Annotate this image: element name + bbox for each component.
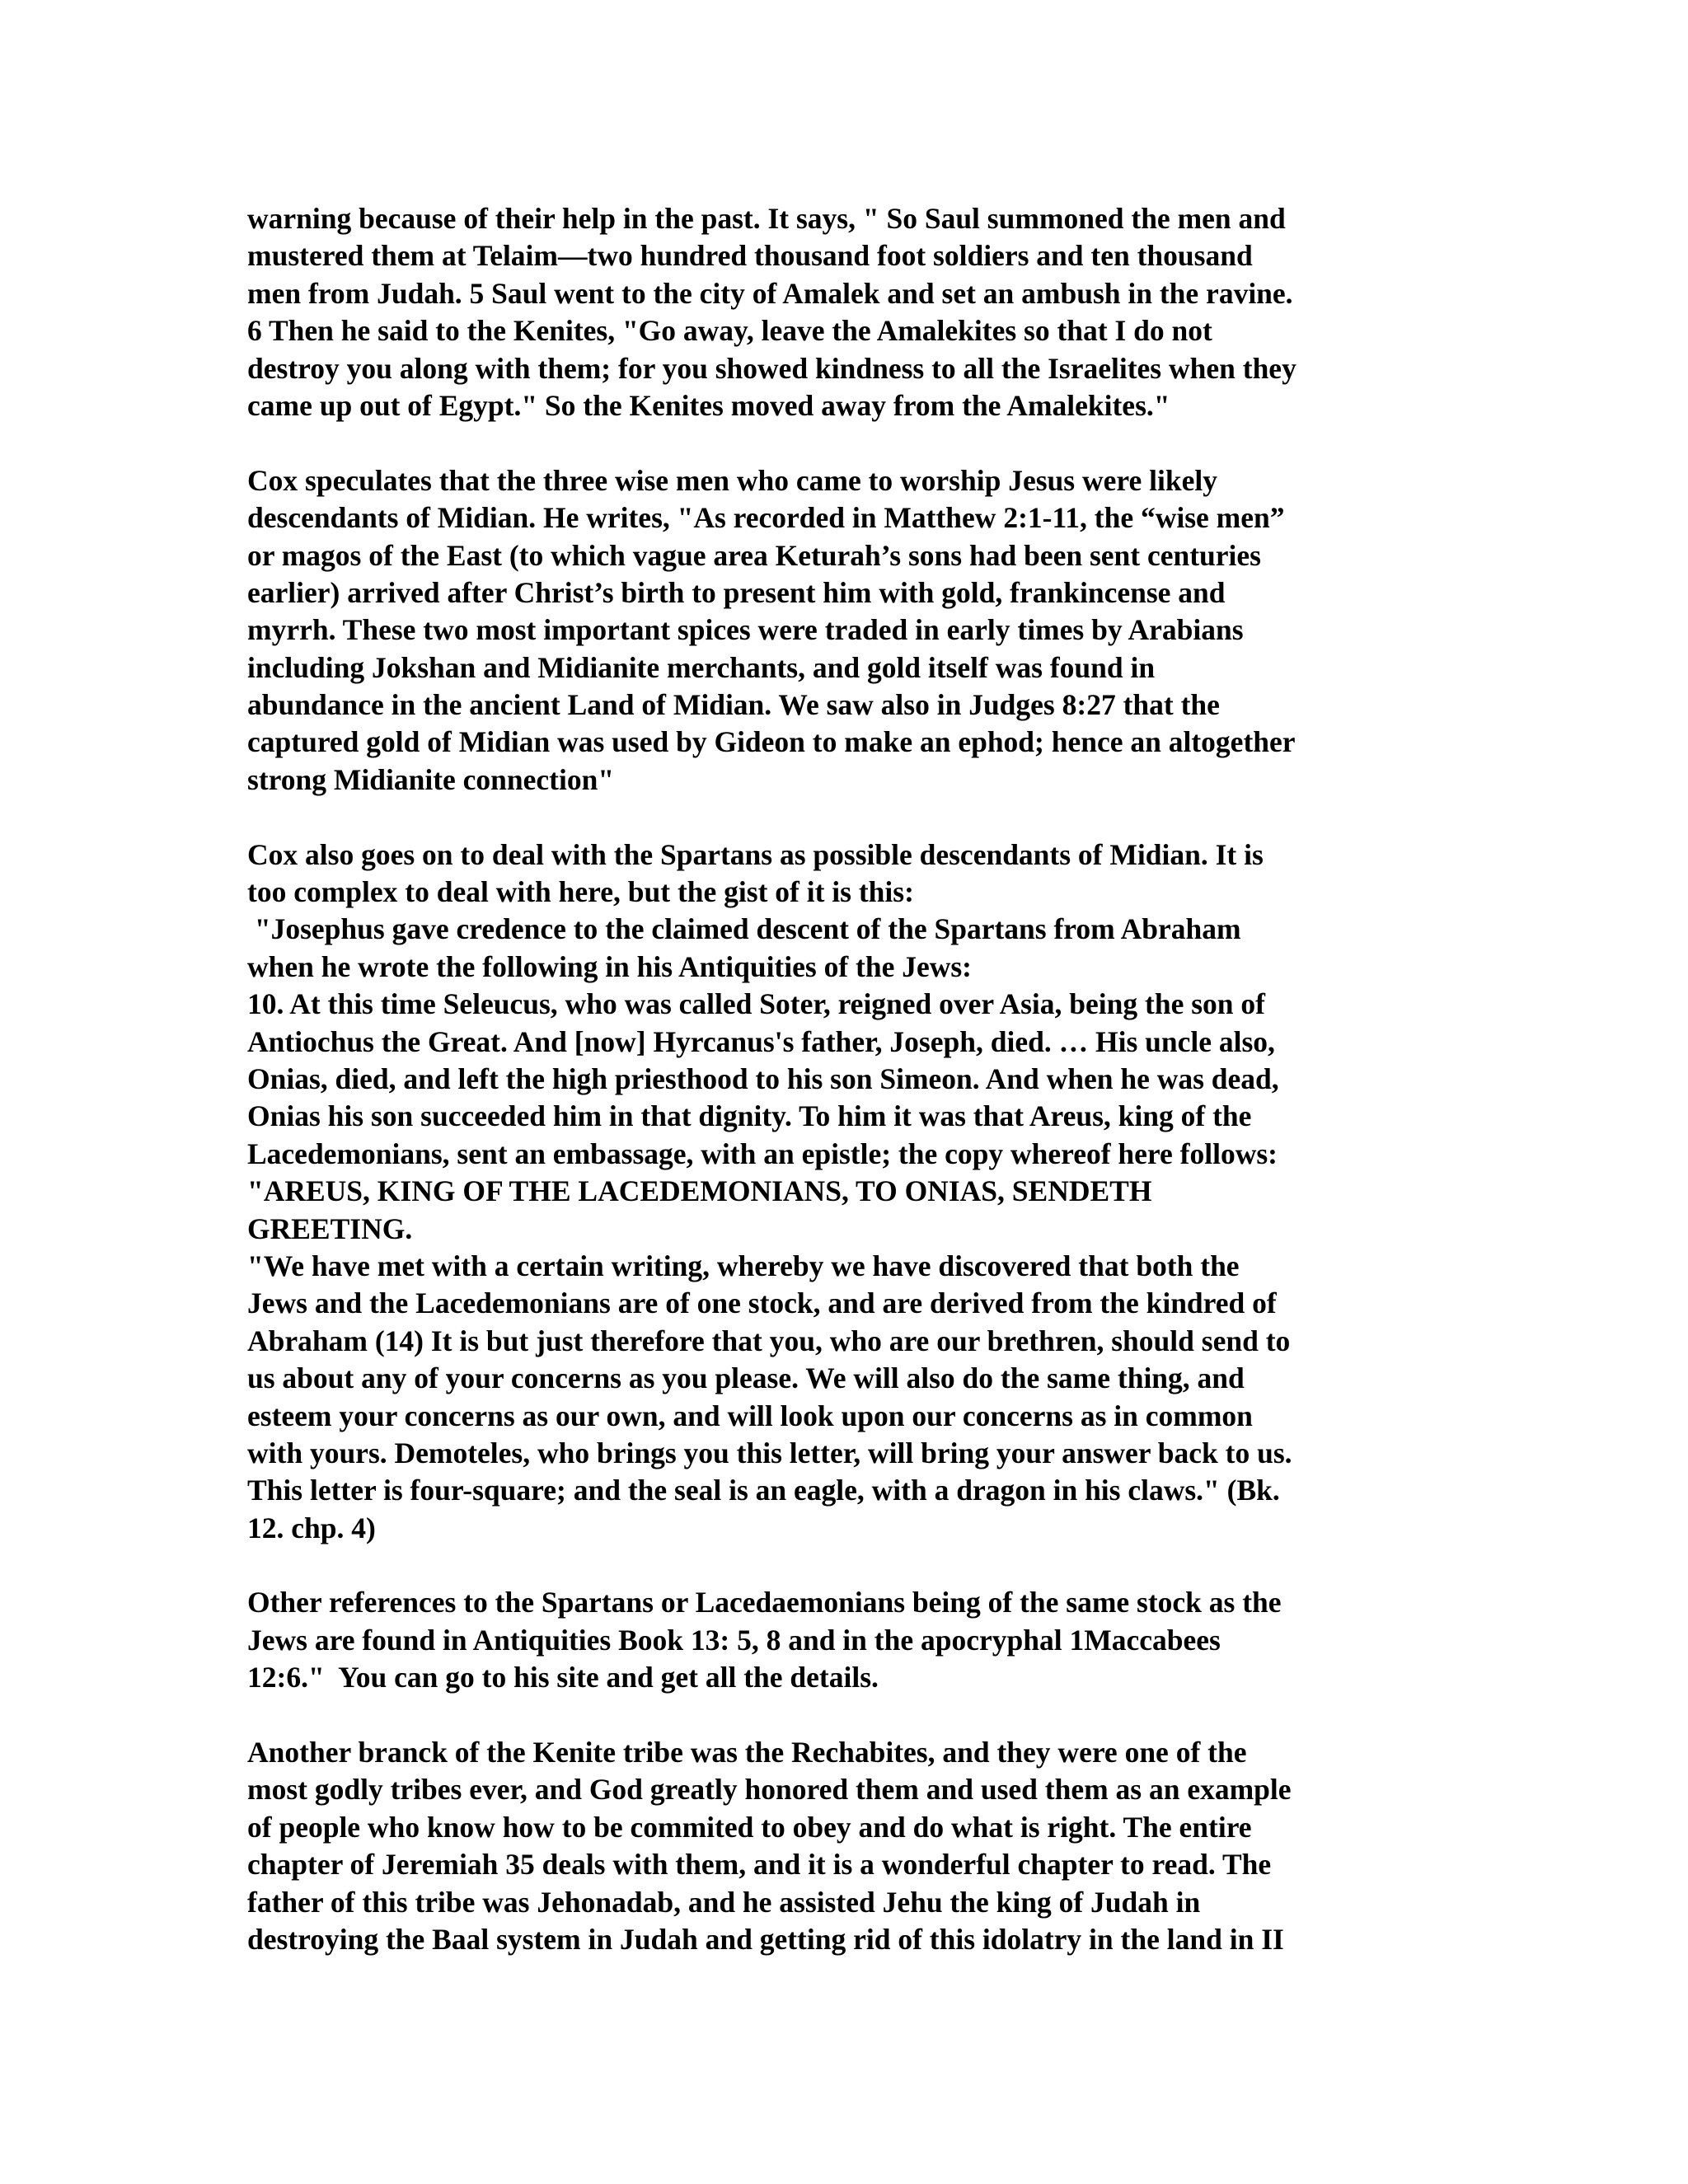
paragraph-gap [247,424,1459,462]
text-line: Lacedemonians, sent an embassage, with an epistle; the copy whereof here follows: [247,1137,1278,1170]
text-line: too complex to deal with here, but the gist of it is this: [247,875,914,909]
text-line: strong Midianite connection" [247,762,615,796]
text-line: "Josephus gave credence to the claimed descent of the Spartans from Abraham [247,912,1241,946]
text-line: myrrh. These two most important spices were traded in early times by Arabians [247,613,1244,647]
text-line: Abraham (14) It is but just therefore that you, who are our brethren, should send to [247,1324,1291,1357]
paragraph-gap [247,1547,1459,1584]
text-line: descendants of Midian. He writes, "As recorded in Matthew 2:1-11, the “wise men” [247,501,1285,535]
text-line: Onias, died, and left the high priesthood to his son Simeon. And when he was dead, [247,1062,1279,1095]
text-line: with yours. Demoteles, who brings you this letter, will bring your answer back to us. [247,1436,1292,1469]
paragraph-gap [247,1697,1459,1734]
text-line: came up out of Egypt." So the Kenites moved away from the Amalekites." [247,388,1170,422]
text-line: father of this tribe was Jehonadab, and he assisted Jehu the king of Judah in [247,1885,1201,1919]
paragraph [247,462,1459,799]
text-line: of people who know how to be commited to obey and do what is right. The entire [247,1810,1252,1844]
text-line: Cox also goes on to deal with the Spartans as possible descendants of Midian. It is [247,837,1264,871]
text-line: This letter is four-square; and the seal is an eagle, with a dragon in his claws." (Bk. [247,1474,1280,1507]
text-line: Jews and the Lacedemonians are of one stock, and are derived from the kindred of [247,1286,1277,1320]
text-line: when he wrote the following in his Antiquities of the Jews: [247,949,972,983]
text-line: 12. chp. 4) [247,1511,376,1544]
text-line: abundance in the ancient Land of Midian. We saw also in Judges 8:27 that the [247,688,1220,722]
text-line: "AREUS, KING OF THE LACEDEMONIANS, TO ONIAS, SENDETH [247,1174,1152,1208]
text-line: Onias his son succeeded him in that dignity. To him it was that Areus, king of the [247,1099,1252,1133]
text-line: 10. At this time Seleucus, who was called Soter, reigned over Asia, being the son of [247,987,1265,1021]
text-line: 6 Then he said to the Kenites, "Go away, leave the Amalekites so that I do not [247,314,1212,348]
text-line: warning because of their help in the past. It says, " So Saul summoned the men and [247,202,1286,235]
text-line: esteem your concerns as our own, and will look upon our concerns as in common [247,1399,1253,1432]
text-line: mustered them at Telaim—two hundred thousand foot soldiers and ten thousand [247,239,1253,273]
paragraph [247,1584,1459,1696]
text-line: "We have met with a certain writing, whereby we have discovered that both the [247,1249,1240,1282]
text-line: 12:6." You can go to his site and get all the details. [247,1661,879,1694]
text-line: GREETING. [247,1212,413,1245]
paragraph-gap [247,799,1459,836]
text-line: including Jokshan and Midianite merchants, and gold itself was found in [247,650,1156,684]
text-line: most godly tribes ever, and God greatly honored them and used them as an example [247,1773,1292,1807]
text-line: or magos of the East (to which vague area Keturah’s sons had been sent centuries [247,538,1261,572]
text-line: Jews are found in Antiquities Book 13: 5, 8 and in the apocryphal 1Maccabees [247,1623,1221,1657]
text-line: Antiochus the Great. And [now] Hyrcanus's father, Joseph, died. … His uncle also, [247,1024,1275,1058]
text-line: destroying the Baal system in Judah and getting rid of this idolatry in the land in II [247,1922,1284,1956]
paragraph [247,200,1459,424]
text-line: us about any of your concerns as you please. We will also do the same thing, and [247,1361,1245,1395]
text-line: men from Judah. 5 Saul went to the city of Amalek and set an ambush in the ravine. [247,276,1293,310]
paragraph [247,1734,1459,1958]
text-line: Cox speculates that the three wise men who came to worship Jesus were likely [247,463,1217,497]
document-body [247,200,1459,1958]
text-line: chapter of Jeremiah 35 deals with them, and it is a wonderful chapter to read. The [247,1848,1272,1882]
paragraph [247,837,1459,1547]
text-line: captured gold of Midian was used by Gideon to make an ephod; hence an altogether [247,725,1296,759]
text-line: destroy you along with them; for you showed kindness to all the Israelites when they [247,351,1296,385]
text-line: Another branck of the Kenite tribe was the Rechabites, and they were one of the [247,1736,1247,1769]
text-line: earlier) arrived after Christ’s birth to present him with gold, frankincense and [247,575,1226,609]
text-line: Other references to the Spartans or Lacedaemonians being of the same stock as the [247,1586,1282,1619]
